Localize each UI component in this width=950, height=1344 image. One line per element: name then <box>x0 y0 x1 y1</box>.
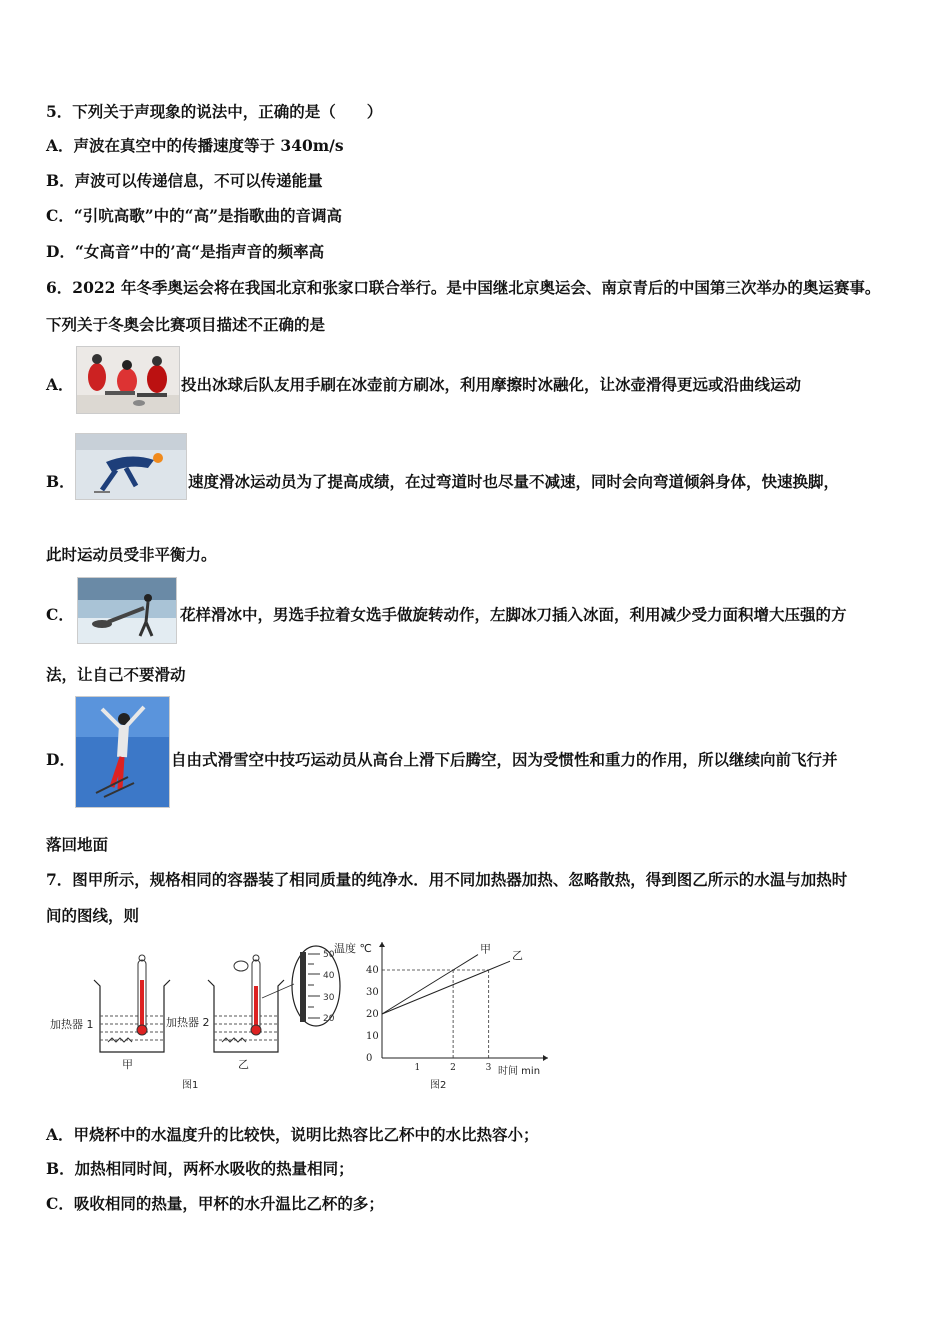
chart-series <box>382 943 523 1014</box>
x-tick-label: 2 <box>450 1063 456 1073</box>
scale-label-30: 30 <box>323 993 335 1003</box>
x-axis-arrow <box>543 1055 548 1061</box>
y-tick-label: 40 <box>366 965 379 976</box>
q6-option-d-text: 自由式滑雪空中技巧运动员从高台上滑下后腾空，因为受惯性和重力的作用，所以继续向前飞行并 <box>171 750 838 769</box>
q6-option-a-label: A． <box>46 375 74 394</box>
q6-option-c-label: C． <box>46 605 74 624</box>
q6-option-c-text: 花样滑冰中，男选手拉着女选手做旋转动作，左脚冰刀插入冰面，利用减少受力面积增大压强的方 <box>180 605 847 624</box>
y-tick-label: 10 <box>366 1031 379 1042</box>
curling-photo <box>76 346 180 414</box>
heater1-label: 加热器 1 <box>50 1018 94 1031</box>
beaker-figure <box>46 940 346 1095</box>
series-label-yi: 乙 <box>512 949 523 963</box>
beaker-yi <box>208 955 284 1052</box>
y-tick-label: 20 <box>366 1009 379 1020</box>
scale-label-40: 40 <box>323 971 335 981</box>
q7-option-a: A．甲烧杯中的水温度升的比较快，说明比热容比乙杯中的水比热容小； <box>46 1125 539 1144</box>
scale-label-20: 20 <box>323 1014 335 1024</box>
y-tick-label: 0 <box>366 1053 373 1064</box>
speed-skating-photo <box>75 433 187 500</box>
q5-option-c: C．“引吭高歌”中的“高”是指歌曲的音调高 <box>46 206 342 225</box>
chart-caption: 图2 <box>430 1080 447 1091</box>
series-label-jia: 甲 <box>480 942 491 956</box>
series-line-jia <box>382 955 478 1014</box>
q5-option-a: A．声波在真空中的传播速度等于 340m/s <box>46 136 344 155</box>
aerial-skiing-photo <box>75 696 170 808</box>
q5-option-b: B．声波可以传递信息，不可以传递能量 <box>46 171 323 190</box>
q6-option-d-continuation: 落回地面 <box>46 835 109 854</box>
temperature-time-chart <box>330 936 560 1096</box>
x-tick-label: 1 <box>414 1063 421 1073</box>
chart-ticks <box>366 965 492 1073</box>
q5-stem: 5．下列关于声现象的说法中，正确的是（ ） <box>46 102 383 121</box>
q7-stem-line1: 7．图甲所示，规格相同的容器装了相同质量的纯净水．用不同加热器加热、忽略散热，得到图乙所示的水温与加热时 <box>46 870 848 889</box>
beaker-yi-label: 乙 <box>238 1058 249 1071</box>
series-line-yi <box>382 961 510 1014</box>
q6-option-b-text: 速度滑冰运动员为了提高成绩，在过弯道时也尽量不减速，同时会向弯道倾斜身体，快速换脚， <box>188 472 840 491</box>
scale-label-50: 50 <box>323 950 335 960</box>
heater2-label: 加热器 2 <box>166 1016 210 1029</box>
q6-stem-line1: 6．2022 年冬季奥运会将在我国北京和张家口联合举行。是中国继北京奥运会、南京青后的中国第三次举办的奥运赛事。 <box>46 278 881 297</box>
figure-skating-photo <box>77 577 177 644</box>
q7-option-c: C．吸收相同的热量，甲杯的水升温比乙杯的多； <box>46 1194 384 1213</box>
q6-option-b-label: B． <box>46 472 75 491</box>
x-tick-label: 3 <box>485 1063 492 1073</box>
beaker-jia-label: 甲 <box>122 1058 133 1071</box>
beaker-jia <box>94 955 170 1052</box>
q6-option-d-label: D． <box>46 750 75 769</box>
q7-option-b: B．加热相同时间，两杯水吸收的热量相同； <box>46 1159 354 1178</box>
chart-xlabel: 时间 min <box>498 1066 541 1077</box>
q6-option-b-continuation: 此时运动员受非平衡力。 <box>46 545 217 564</box>
thermometer-scale-zoom <box>262 946 340 1026</box>
figure1-caption: 图1 <box>182 1080 199 1091</box>
y-axis-arrow <box>379 942 385 947</box>
q6-option-a-text: 投出冰球后队友用手刷在冰壶前方刷冰，利用摩擦时冰融化，让冰壶滑得更远或沿曲线运动 <box>181 375 802 394</box>
q6-option-c-continuation: 法，让自己不要滑动 <box>46 665 186 684</box>
q6-stem-line2: 下列关于冬奥会比赛项目描述不正确的是 <box>46 315 326 334</box>
q7-stem-line2: 间的图线，则 <box>46 906 140 925</box>
q5-option-d: D．“女高音”中的’高“是指声音的频率高 <box>46 242 325 261</box>
chart-ylabel: 温度 ℃ <box>334 942 372 955</box>
y-tick-label: 30 <box>366 987 379 998</box>
chart-reference-lines <box>382 970 489 1058</box>
